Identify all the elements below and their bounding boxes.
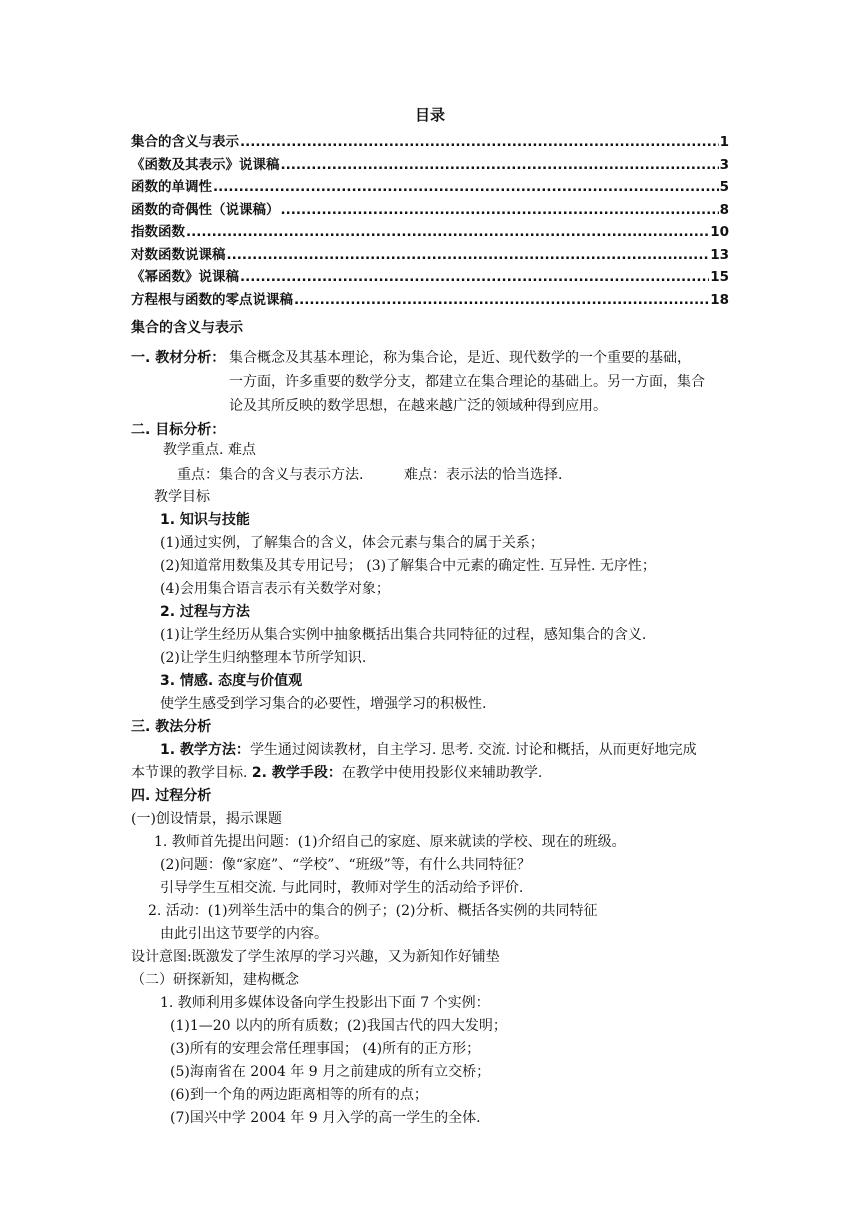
paragraph-line: 1. 教师利用多媒体设备向学生投影出下面 7 个实例： (160, 995, 490, 1011)
toc-entry-label: 《函数及其表示》说课稿 (131, 157, 280, 173)
section-heading: 二. 目标分析： (131, 422, 226, 438)
toc-entry[interactable] (131, 265, 729, 285)
section-heading: 四. 过程分析 (131, 788, 212, 804)
toc-entry-label: 对数函数说课稿 (131, 247, 226, 263)
toc-leader (240, 269, 709, 285)
toc-entry[interactable] (131, 153, 729, 173)
toc-leader (281, 202, 719, 218)
toc-entry[interactable] (131, 243, 729, 263)
toc-entry-label: 集合的含义与表示 (131, 134, 239, 150)
paragraph-line: (2)让学生归纳整理本节所学知识. (160, 650, 367, 666)
toc-entry-page: 15 (710, 269, 729, 285)
paragraph-line: (1)让学生经历从集合实例中抽象概括出集合共同特征的过程，感知集合的含义. (160, 627, 647, 643)
toc-leader (213, 179, 719, 195)
section-heading: 一. 教材分析： (131, 350, 226, 366)
toc-entry[interactable] (131, 198, 729, 218)
toc-entry-label: 函数的单调性 (131, 179, 212, 195)
paragraph-line: 设计意图:既激发了学生浓厚的学习兴趣，又为新知作好铺垫 (131, 949, 500, 965)
paragraph-line: 集合概念及其基本理论，称为集合论，是近、现代数学的一个重要的基础， (229, 350, 691, 366)
method-label: 1. 教学方法： (160, 742, 250, 758)
toc-entry[interactable] (131, 288, 729, 308)
paragraph-line: (1)通过实例，了解集合的含义，体会元素与集合的属于关系； (160, 535, 544, 551)
list-item: (6)到一个角的两边距离相等的所有的点； (170, 1087, 428, 1103)
toc-leader (281, 157, 719, 173)
toc-leader (186, 224, 709, 240)
toc-entry-page: 1 (719, 134, 729, 150)
paragraph-line: (4)会用集合语言表示有关数学对象； (160, 581, 390, 597)
paragraph-line: 1. 教师首先提出问题：(1)介绍自己的家庭、原来就读的学校、现在的班级。 (154, 834, 626, 850)
toc-entry[interactable] (131, 220, 729, 240)
paragraph-line: 2. 活动：(1)列举生活中的集合的例子；(2)分析、概括各实例的共同特征 (148, 903, 598, 919)
subheading: 教学重点. 难点 (163, 442, 256, 458)
means-text: 在教学中使用投影仪来辅助教学. (341, 765, 543, 781)
paragraph-line: 引导学生互相交流. 与此同时，教师对学生的活动给予评价. (160, 880, 524, 896)
section-title: 集合的含义与表示 (131, 320, 243, 336)
list-item: (7)国兴中学 2004 年 9 月入学的高一学生的全体. (170, 1110, 481, 1126)
toc-leader (240, 134, 719, 150)
paragraph-line: (2)知道常用数集及其专用记号； (3)了解集合中元素的确定性. 互异性. 无序性； (160, 558, 656, 574)
toc-entry-page: 13 (710, 247, 729, 263)
paragraph-line: 一方面，许多重要的数学分支，都建立在集合理论的基础上。另一方面，集合 (229, 374, 705, 390)
list-item: (5)海南省在 2004 年 9 月之前建成的所有立交桥； (170, 1064, 491, 1080)
paragraph-line: (2)问题：像“家庭”、“学校”、“班级”等，有什么共同特征？ (160, 857, 531, 873)
paragraph-line (160, 740, 697, 760)
subheading: 教学目标 (154, 489, 210, 505)
method-text: 学生通过阅读教材，自主学习. 思考. 交流. 讨论和概括，从而更好地完成 (249, 742, 697, 758)
toc-entry[interactable] (131, 130, 729, 150)
toc-entry-label: 函数的奇偶性（说课稿） (131, 202, 280, 218)
subheading: (一)创设情景，揭示课题 (131, 811, 282, 827)
toc-entry-page: 10 (710, 224, 729, 240)
toc-entry-page: 3 (719, 157, 729, 173)
toc-title: 目录 (414, 106, 445, 124)
paragraph-line: 由此引出这节要学的内容。 (160, 926, 328, 942)
list-item: (1)1—20 以内的所有质数；(2)我国古代的四大发明； (170, 1018, 507, 1034)
toc-leader (227, 247, 710, 263)
paragraph-line (131, 763, 542, 783)
paragraph-line: 难点：表示法的恰当选择. (404, 467, 563, 483)
means-label: 2. 教学手段： (251, 765, 342, 781)
toc-entry-page: 5 (719, 179, 729, 195)
toc-entry-label: 《幂函数》说课稿 (131, 269, 239, 285)
subheading: （二）研探新知，建构概念 (131, 972, 299, 988)
toc-entry-label: 指数函数 (131, 224, 185, 240)
section-heading: 三. 教法分析 (131, 719, 212, 735)
paragraph-line: 使学生感受到学习集合的必要性，增强学习的积极性. (160, 696, 487, 712)
subheading: 1. 知识与技能 (160, 512, 250, 528)
paragraph-line: 重点：集合的含义与表示方法. (177, 467, 364, 483)
toc-entry-page: 18 (710, 292, 729, 308)
toc-entry[interactable] (131, 175, 729, 195)
toc-entry-page: 8 (719, 202, 729, 218)
paragraph-line: 论及其所反映的数学思想，在越来越广泛的领域种得到应用。 (229, 398, 607, 414)
toc-leader (294, 292, 709, 308)
list-item: (3)所有的安理会常任理事国； (4)所有的正方形； (170, 1041, 481, 1057)
subheading: 2. 过程与方法 (160, 604, 250, 620)
method-text-cont: 本节课的教学目标. (131, 765, 248, 781)
subheading: 3. 情感. 态度与价值观 (160, 673, 303, 689)
toc-entry-label: 方程根与函数的零点说课稿 (131, 292, 293, 308)
